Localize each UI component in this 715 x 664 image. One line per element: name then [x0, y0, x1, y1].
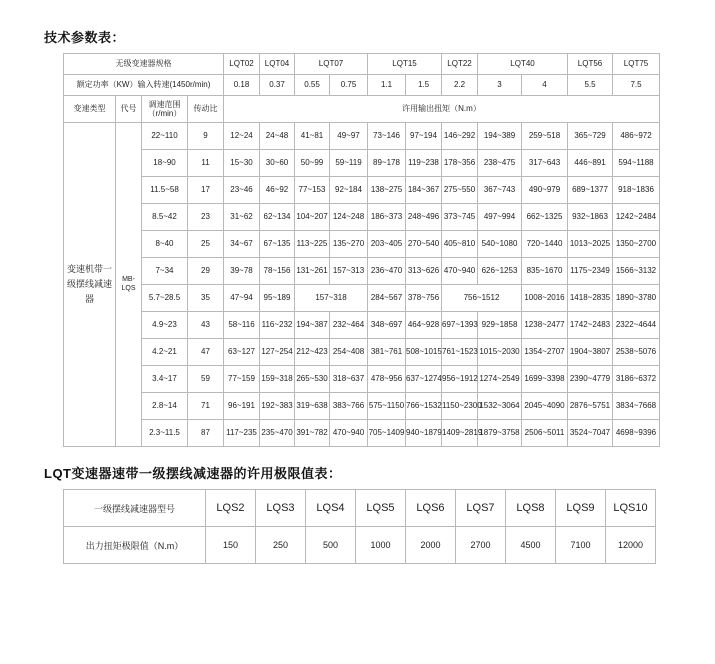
cell-power-9: 5.5 — [568, 75, 613, 96]
cell-torque: 275~550 — [442, 177, 478, 204]
cell-torque: 470~940 — [330, 420, 368, 447]
cell-ratio: 35 — [188, 285, 224, 312]
cell-torque: 34~67 — [224, 231, 260, 258]
cell-torque: 835~1670 — [522, 258, 568, 285]
technical-parameters-table — [63, 53, 660, 447]
cell-torque: 265~530 — [295, 366, 330, 393]
cell-torque: 918~1836 — [613, 177, 660, 204]
cell-torque: 284~567 — [368, 285, 406, 312]
cell-speed: 2.8~14 — [142, 393, 188, 420]
cell-torque: 47~94 — [224, 285, 260, 312]
cell-torque: 1008~2016 — [522, 285, 568, 312]
table-row — [64, 231, 660, 258]
cell-torque: 1175~2349 — [568, 258, 613, 285]
table-row — [64, 204, 660, 231]
cell-torque-label: 许用输出扭矩（N.m） — [224, 96, 660, 123]
cell-model-lqt15: LQT15 — [368, 54, 442, 75]
cell-torque: 1532~3064 — [478, 393, 522, 420]
table-row — [64, 393, 660, 420]
cell-torque: 3524~7047 — [568, 420, 613, 447]
cell-torque: 365~729 — [568, 123, 613, 150]
cell-torque: 4698~9396 — [613, 420, 660, 447]
cell-ratio: 59 — [188, 366, 224, 393]
cell-torque: 31~62 — [224, 204, 260, 231]
cell-torque: 157~318 — [295, 285, 368, 312]
cell-torque: 116~232 — [260, 312, 295, 339]
cell-model-lqs6: LQS6 — [406, 490, 456, 527]
cell-ratio: 11 — [188, 150, 224, 177]
table-row — [64, 123, 660, 150]
cell-torque: 124~248 — [330, 204, 368, 231]
cell-torque: 756~1512 — [442, 285, 522, 312]
table-row — [64, 339, 660, 366]
cell-torque: 2045~4090 — [522, 393, 568, 420]
cell-torque: 2538~5076 — [613, 339, 660, 366]
cell-torque: 131~261 — [295, 258, 330, 285]
cell-torque: 30~60 — [260, 150, 295, 177]
cell-torque: 2506~5011 — [522, 420, 568, 447]
cell-limit-value: 12000 — [606, 527, 656, 564]
cell-torque: 254~408 — [330, 339, 368, 366]
limit-values-table — [63, 489, 656, 564]
cell-torque: 478~956 — [368, 366, 406, 393]
cell-torque: 720~1440 — [522, 231, 568, 258]
cell-limit-value: 4500 — [506, 527, 556, 564]
cell-torque: 575~1150 — [368, 393, 406, 420]
cell-ratio: 47 — [188, 339, 224, 366]
cell-torque: 58~116 — [224, 312, 260, 339]
table-row-limit-values — [64, 527, 656, 564]
cell-model-lqs8: LQS8 — [506, 490, 556, 527]
cell-limit-value: 2000 — [406, 527, 456, 564]
cell-torque: 1354~2707 — [522, 339, 568, 366]
cell-ratio: 23 — [188, 204, 224, 231]
cell-torque: 508~1015 — [406, 339, 442, 366]
cell-torque: 73~146 — [368, 123, 406, 150]
cell-power-10: 7.5 — [613, 75, 660, 96]
cell-torque: 367~743 — [478, 177, 522, 204]
cell-torque: 232~464 — [330, 312, 368, 339]
cell-torque: 62~134 — [260, 204, 295, 231]
cell-torque: 77~153 — [295, 177, 330, 204]
limit-values-table-wrapper — [63, 489, 656, 564]
cell-torque: 2876~5751 — [568, 393, 613, 420]
cell-torque: 761~1523 — [442, 339, 478, 366]
page-title-limit-values: LQT变速器速带一级摆线减速器的许用极限值表： — [44, 466, 342, 481]
cell-torque: 697~1393 — [442, 312, 478, 339]
cell-torque: 378~756 — [406, 285, 442, 312]
cell-type-label: 变速类型 — [64, 96, 116, 123]
cell-ratio: 25 — [188, 231, 224, 258]
cell-torque: 1150~2300 — [442, 393, 478, 420]
cell-torque: 184~367 — [406, 177, 442, 204]
cell-torque: 1350~2700 — [613, 231, 660, 258]
cell-torque: 1418~2835 — [568, 285, 613, 312]
cell-ratio-label: 传动比 — [188, 96, 224, 123]
cell-spec-label: 无级变速器规格 — [64, 54, 224, 75]
cell-torque: 318~637 — [330, 366, 368, 393]
table-row — [64, 285, 660, 312]
cell-torque: 113~225 — [295, 231, 330, 258]
cell-torque: 212~423 — [295, 339, 330, 366]
cell-torque: 194~389 — [478, 123, 522, 150]
cell-power-3: 0.75 — [330, 75, 368, 96]
cell-torque: 146~292 — [442, 123, 478, 150]
cell-torque: 95~189 — [260, 285, 295, 312]
cell-torque: 2390~4779 — [568, 366, 613, 393]
cell-torque: 194~387 — [295, 312, 330, 339]
cell-torque: 3186~6372 — [613, 366, 660, 393]
cell-model-lqs5: LQS5 — [356, 490, 406, 527]
cell-limit-value: 500 — [306, 527, 356, 564]
cell-torque: 186~373 — [368, 204, 406, 231]
cell-torque: 1742~2483 — [568, 312, 613, 339]
cell-speed: 8.5~42 — [142, 204, 188, 231]
cell-model-lqs4: LQS4 — [306, 490, 356, 527]
cell-limit-value: 2700 — [456, 527, 506, 564]
cell-torque: 705~1409 — [368, 420, 406, 447]
table-row-power-header — [64, 75, 660, 96]
cell-torque: 117~235 — [224, 420, 260, 447]
technical-parameters-table-wrapper — [63, 53, 660, 447]
cell-torque: 1904~3807 — [568, 339, 613, 366]
cell-torque: 381~761 — [368, 339, 406, 366]
cell-limit-value: 150 — [206, 527, 256, 564]
cell-torque: 490~979 — [522, 177, 568, 204]
cell-torque: 932~1863 — [568, 204, 613, 231]
cell-torque: 135~270 — [330, 231, 368, 258]
cell-ratio: 17 — [188, 177, 224, 204]
cell-torque: 319~638 — [295, 393, 330, 420]
cell-power-2: 0.55 — [295, 75, 330, 96]
cell-speed: 18~90 — [142, 150, 188, 177]
cell-torque: 78~156 — [260, 258, 295, 285]
table-row — [64, 150, 660, 177]
cell-speed: 2.3~11.5 — [142, 420, 188, 447]
cell-torque: 594~1188 — [613, 150, 660, 177]
cell-torque: 1409~2819 — [442, 420, 478, 447]
cell-model-lqs2: LQS2 — [206, 490, 256, 527]
cell-torque: 23~46 — [224, 177, 260, 204]
cell-torque: 248~496 — [406, 204, 442, 231]
cell-torque: 192~383 — [260, 393, 295, 420]
cell-torque: 1890~3780 — [613, 285, 660, 312]
cell-torque: 540~1080 — [478, 231, 522, 258]
page-title-technical-parameters: 技术参数表： — [44, 30, 126, 45]
cell-limit-value: 250 — [256, 527, 306, 564]
cell-torque-limit-label: 出力扭矩极限值（N.m） — [64, 527, 206, 564]
cell-power-5: 1.5 — [406, 75, 442, 96]
cell-torque: 77~159 — [224, 366, 260, 393]
cell-torque: 1242~2484 — [613, 204, 660, 231]
cell-torque: 1879~3758 — [478, 420, 522, 447]
cell-torque: 391~782 — [295, 420, 330, 447]
cell-power-1: 0.37 — [260, 75, 295, 96]
cell-torque: 373~745 — [442, 204, 478, 231]
cell-torque: 486~972 — [613, 123, 660, 150]
cell-torque: 104~207 — [295, 204, 330, 231]
cell-torque: 766~1532 — [406, 393, 442, 420]
cell-torque: 50~99 — [295, 150, 330, 177]
cell-torque: 1274~2549 — [478, 366, 522, 393]
cell-power-label: 额定功率（KW）输入转速(1450r/min) — [64, 75, 224, 96]
cell-speed: 5.7~28.5 — [142, 285, 188, 312]
cell-torque: 119~238 — [406, 150, 442, 177]
cell-torque: 497~994 — [478, 204, 522, 231]
cell-torque: 956~1912 — [442, 366, 478, 393]
cell-torque: 41~81 — [295, 123, 330, 150]
cell-ratio: 71 — [188, 393, 224, 420]
cell-torque: 15~30 — [224, 150, 260, 177]
cell-code-label: 代号 — [116, 96, 142, 123]
cell-torque: 313~626 — [406, 258, 442, 285]
cell-speed: 8~40 — [142, 231, 188, 258]
cell-ratio: 29 — [188, 258, 224, 285]
cell-torque: 159~318 — [260, 366, 295, 393]
cell-torque: 12~24 — [224, 123, 260, 150]
cell-model-lqt75: LQT75 — [613, 54, 660, 75]
cell-torque: 203~405 — [368, 231, 406, 258]
cell-model-lqt22: LQT22 — [442, 54, 478, 75]
cell-torque: 3834~7668 — [613, 393, 660, 420]
cell-torque: 405~810 — [442, 231, 478, 258]
cell-torque: 259~518 — [522, 123, 568, 150]
cell-ratio: 87 — [188, 420, 224, 447]
cell-torque: 1013~2025 — [568, 231, 613, 258]
cell-torque: 24~48 — [260, 123, 295, 150]
table-row — [64, 420, 660, 447]
cell-ratio: 9 — [188, 123, 224, 150]
table-row — [64, 366, 660, 393]
cell-model-lqs9: LQS9 — [556, 490, 606, 527]
cell-torque: 67~135 — [260, 231, 295, 258]
cell-torque: 1015~2030 — [478, 339, 522, 366]
cell-torque: 689~1377 — [568, 177, 613, 204]
cell-torque: 238~475 — [478, 150, 522, 177]
cell-speed: 7~34 — [142, 258, 188, 285]
cell-torque: 59~119 — [330, 150, 368, 177]
cell-torque: 626~1253 — [478, 258, 522, 285]
cell-torque: 127~254 — [260, 339, 295, 366]
cell-torque: 1238~2477 — [522, 312, 568, 339]
cell-torque: 46~92 — [260, 177, 295, 204]
cell-torque: 348~697 — [368, 312, 406, 339]
cell-model-lqs7: LQS7 — [456, 490, 506, 527]
cell-model-lqt04: LQT04 — [260, 54, 295, 75]
table-row-column-header — [64, 96, 660, 123]
cell-power-6: 2.2 — [442, 75, 478, 96]
cell-torque: 929~1858 — [478, 312, 522, 339]
table-row — [64, 177, 660, 204]
cell-model-lqs3: LQS3 — [256, 490, 306, 527]
cell-ratio: 43 — [188, 312, 224, 339]
cell-speed-range-label: 调速范围（r/min） — [142, 96, 188, 123]
cell-torque: 39~78 — [224, 258, 260, 285]
cell-model-lqt07: LQT07 — [295, 54, 368, 75]
cell-torque: 178~356 — [442, 150, 478, 177]
cell-torque: 1699~3398 — [522, 366, 568, 393]
cell-torque: 63~127 — [224, 339, 260, 366]
cell-torque: 383~766 — [330, 393, 368, 420]
cell-torque: 235~470 — [260, 420, 295, 447]
cell-speed: 3.4~17 — [142, 366, 188, 393]
cell-model-lqs10: LQS10 — [606, 490, 656, 527]
table-row — [64, 258, 660, 285]
cell-torque: 662~1325 — [522, 204, 568, 231]
cell-reducer-model-label: 一级摆线减速器型号 — [64, 490, 206, 527]
cell-torque: 317~643 — [522, 150, 568, 177]
cell-power-0: 0.18 — [224, 75, 260, 96]
cell-model-lqt40: LQT40 — [478, 54, 568, 75]
cell-torque: 138~275 — [368, 177, 406, 204]
cell-speed: 11.5~58 — [142, 177, 188, 204]
cell-torque: 92~184 — [330, 177, 368, 204]
cell-torque: 236~470 — [368, 258, 406, 285]
cell-code-value: MB-LQS — [116, 123, 142, 447]
cell-model-lqt02: LQT02 — [224, 54, 260, 75]
cell-model-lqt56: LQT56 — [568, 54, 613, 75]
cell-torque: 89~178 — [368, 150, 406, 177]
cell-torque: 49~97 — [330, 123, 368, 150]
cell-torque: 446~891 — [568, 150, 613, 177]
cell-limit-value: 1000 — [356, 527, 406, 564]
cell-power-8: 4 — [522, 75, 568, 96]
cell-power-7: 3 — [478, 75, 522, 96]
cell-power-4: 1.1 — [368, 75, 406, 96]
cell-speed: 22~110 — [142, 123, 188, 150]
cell-speed: 4.2~21 — [142, 339, 188, 366]
cell-torque: 96~191 — [224, 393, 260, 420]
cell-torque: 637~1274 — [406, 366, 442, 393]
table-row — [64, 312, 660, 339]
cell-speed: 4.9~23 — [142, 312, 188, 339]
cell-torque: 470~940 — [442, 258, 478, 285]
cell-torque: 2322~4644 — [613, 312, 660, 339]
table-row-spec-header — [64, 54, 660, 75]
cell-torque: 270~540 — [406, 231, 442, 258]
cell-torque: 1566~3132 — [613, 258, 660, 285]
cell-torque: 940~1879 — [406, 420, 442, 447]
cell-torque: 97~194 — [406, 123, 442, 150]
cell-torque: 157~313 — [330, 258, 368, 285]
cell-torque: 464~928 — [406, 312, 442, 339]
cell-side-type-label: 变速机带一级摆线减速器 — [64, 123, 116, 447]
table-row-model-header — [64, 490, 656, 527]
cell-limit-value: 7100 — [556, 527, 606, 564]
